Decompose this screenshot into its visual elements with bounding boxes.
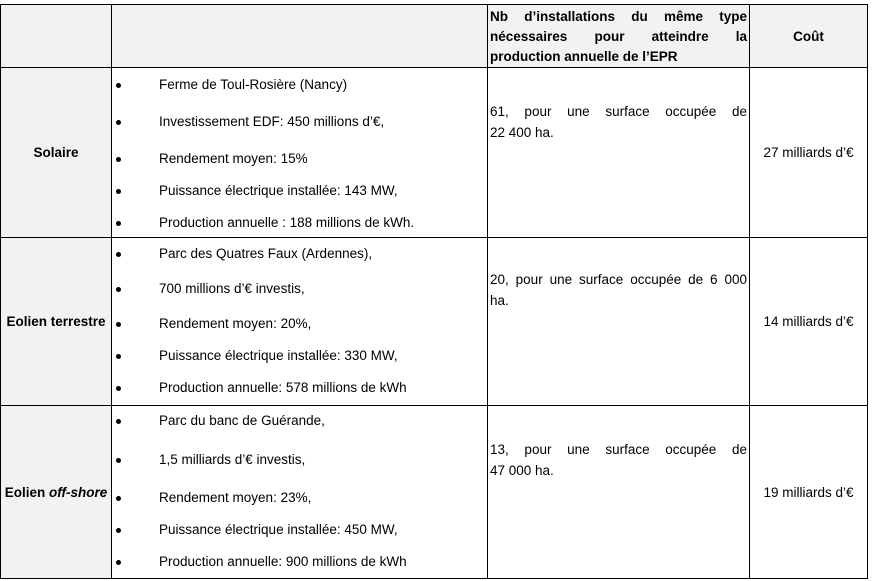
list-item: Rendement moyen: 23%, [112,488,487,508]
list-item: Puissance électrique installée: 330 MW, [112,346,487,366]
table-row [1,238,868,406]
list-item: Puissance électrique installée: 450 MW, [112,520,487,540]
list-item: Puissance électrique installée: 143 MW, [112,181,487,201]
installations-line: 22 400 ha. [490,125,554,140]
bullet-icon [116,252,121,257]
bullet-icon [116,287,121,292]
bullet-cell [112,68,488,238]
header-cost: Coût [750,5,868,68]
bullet-cell [112,406,488,579]
comparison-table [0,4,868,579]
list-item: Rendement moyen: 15% [112,149,487,169]
list-item: Production annuelle : 188 millions de kWh. [112,213,487,233]
bullet-icon [116,120,121,125]
table-row [1,68,868,238]
list-item: Parc du banc de Guérande, [112,411,487,431]
cost-value: 27 milliards d’€ [750,68,868,238]
header-empty-1 [1,5,112,68]
bullet-icon [116,189,121,194]
bullet-icon [116,354,121,359]
header-row [1,5,868,68]
list-item: Investissement EDF: 450 millions d’€, [112,112,487,132]
bullet-cell [112,238,488,406]
header-installations-line: Nb d’installations du même type [490,9,747,24]
installations-cell [488,238,750,406]
list-item: 700 millions d’€ investis, [112,279,487,299]
header-empty-2 [112,5,488,68]
installations-line: 20, pour une surface occupée de 6 000 [490,272,747,287]
list-item: Production annuelle: 900 millions de kWh [112,552,487,572]
bullet-icon [116,419,121,424]
installations-line: 61, pour une surface occupée de [490,104,747,119]
header-installations [488,5,750,68]
list-item: Rendement moyen: 20%, [112,314,487,334]
bullet-icon [116,157,121,162]
category-label: Eolien off-shore [1,406,112,579]
list-item: Production annuelle: 578 millions de kWh [112,378,487,398]
list-item: 1,5 milliards d’€ investis, [112,450,487,470]
installations-line: ha. [490,293,509,308]
bullet-icon [116,83,121,88]
bullet-icon [116,221,121,226]
category-label: Eolien terrestre [1,238,112,406]
installations-cell [488,406,750,579]
bullet-icon [116,528,121,533]
list-item: Ferme de Toul-Rosière (Nancy) [112,75,487,95]
installations-line: 13, pour une surface occupée de [490,442,747,457]
table-row [1,406,868,579]
bullet-icon [116,386,121,391]
bullet-icon [116,458,121,463]
bullet-icon [116,322,121,327]
installations-cell [488,68,750,238]
cost-value: 14 milliards d’€ [750,238,868,406]
cost-value: 19 milliards d’€ [750,406,868,579]
category-label: Solaire [1,68,112,238]
bullet-icon [116,560,121,565]
header-installations-line: nécessaires pour atteindre la [490,29,747,44]
list-item: Parc des Quatres Faux (Ardennes), [112,244,487,264]
header-installations-line: production annuelle de l’EPR [490,49,678,64]
installations-line: 47 000 ha. [490,463,554,478]
bullet-icon [116,496,121,501]
